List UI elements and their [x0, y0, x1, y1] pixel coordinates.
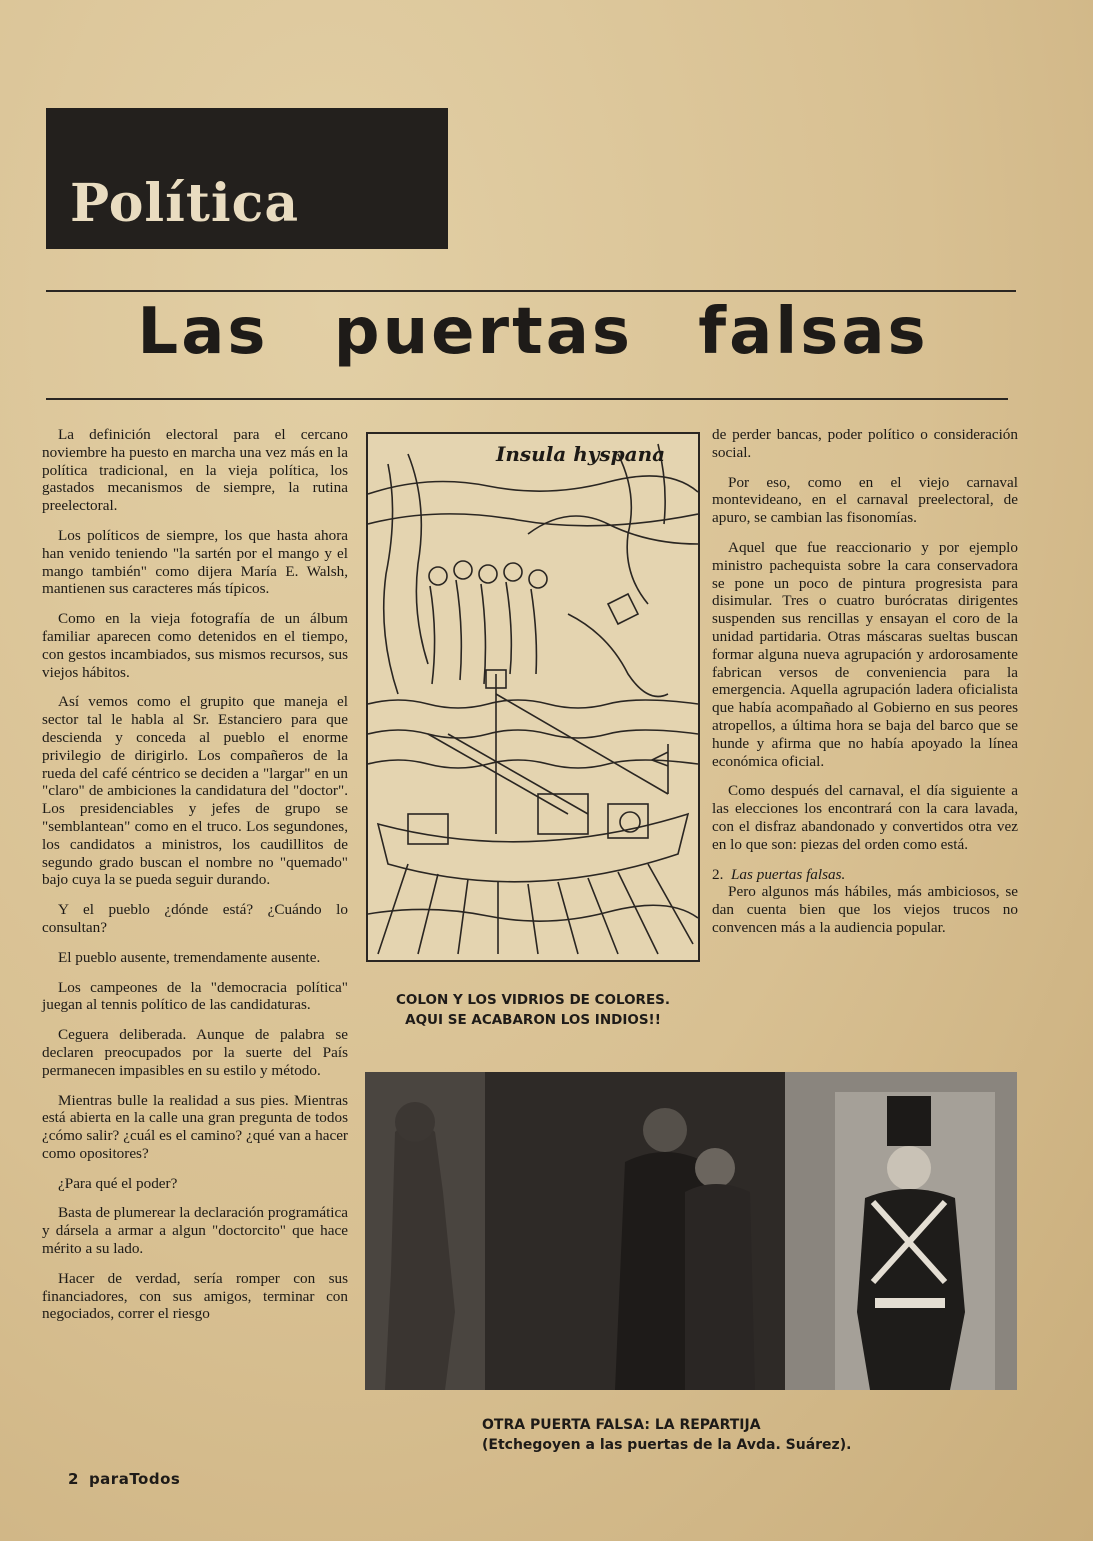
col1-paragraph: Ceguera deliberada. Aunque de palabra se declaren preocupados por la suerte del País permanecen impasibles en su estilo y método. [42, 1026, 348, 1079]
col1-paragraph: Mientras bulle la realidad a sus pies. Mientras está abierta en la calle una gran pregunta de todos ¿cómo salir? ¿cuál es el camino? ¿qué van a hacer como opositores? [42, 1091, 348, 1162]
col3-paragraph: Aquel que fue reaccionario y por ejemplo ministro pachequista sobre la cara conservadora se pone un poco de pintura progresista para disimular. Tres o cuatro burócratas dirigentes suspenden sus rencillas y ensayan el coro de la unidad partidaria. Otras máscaras sueltas buscan formar alguna nueva agrupación y ardorosamente fabrican versos de conveniencia para la emergencia. Aquella agrupación ladera oficialista que había acompañado al Gobierno en sus peores atropellos, a última hora se baja del barco que se hunde y afirma que no había apoyado la línea económica oficial. [712, 538, 1018, 770]
woodcut-illustration [366, 432, 700, 962]
section-banner [46, 108, 448, 249]
col1-paragraph: Los políticos de siempre, los que hasta ahora han venido teniendo "la sartén por el mango y el mango también" como dijera María E. Walsh, mantienen sus caracteres más típicos. [42, 526, 348, 598]
col1-paragraph: Hacer de verdad, sería romper con sus financiadores, con sus amigos, terminar con negociados, correr el riesgo [42, 1269, 348, 1323]
woodcut-caption-line-1: COLON Y LOS VIDRIOS DE COLORES. [395, 992, 671, 1008]
col3-continuation: de perder bancas, poder político o consideración social. [712, 426, 1018, 461]
photo-caption [482, 1415, 1002, 1455]
col3-paragraph: Como después del carnaval, el día siguiente a las elecciones los encontrará con la cara lavada, con el disfraz abandonado y convertidos otra vez en lo que son: piezas del orden como está. [712, 782, 1018, 853]
col1-paragraph: Los campeones de la "democracia política" juegan al tennis político de las candidaturas. [42, 978, 348, 1014]
page-footer [68, 1470, 180, 1488]
col1-paragraph: ¿Para qué el poder? [58, 1174, 178, 1192]
woodcut-ship-drawing [368, 434, 698, 960]
col3-paragraph: Por eso, como en el viejo carnaval montevideano, en el carnaval preelectoral, de apuro, se cambian las fisonomías. [712, 473, 1018, 527]
woodcut-caption [366, 990, 700, 1030]
subhead-text: Las puertas falsas. [730, 865, 846, 883]
bottom-rule [46, 398, 1008, 400]
photo-caption-line-2: (Etchegoyen a las puertas de la Avda. Suárez). [482, 1437, 852, 1453]
column-3 [712, 426, 1018, 937]
column-1 [42, 426, 348, 1323]
col1-paragraph: Basta de plumerear la declaración programática y dársela a armar a algun "doctorcito" que hace mérito a su lado. [42, 1204, 348, 1258]
subhead-number: 2. [712, 865, 724, 883]
col1-paragraph: El pueblo ausente, tremendamente ausente. [58, 948, 321, 966]
photo-caption-line-1: OTRA PUERTA FALSA: LA REPARTIJA [482, 1417, 761, 1433]
top-rule [46, 290, 1016, 292]
section-title: Política [70, 173, 300, 234]
col1-paragraph: Y el pueblo ¿dónde está? ¿Cuándo lo consultan? [42, 901, 348, 936]
woodcut-label: Insula hyspana [496, 442, 666, 466]
headline: Las puertas falsas [137, 295, 929, 369]
col1-paragraph: La definición electoral para el cercano noviembre ha puesto en marcha una vez más en la política tradicional, en la vieja política, los gastados mecanismos de siempre, la rutina preelectoral. [42, 426, 348, 515]
page-number: 2 [68, 1470, 79, 1488]
woodcut-caption-line-2: AQUI SE ACABARON LOS INDIOS!! [405, 1012, 661, 1028]
photo-halftone-image [365, 1072, 1017, 1390]
col3-final-paragraph: Pero algunos más hábiles, más ambiciosos, se dan cuenta bien que los viejos trucos no convencen más a la audiencia popular. [712, 883, 1018, 936]
col1-paragraph: Como en la vieja fotografía de un álbum familiar aparecen como detenidos en el tiempo, con gestos incambiados, sus mismos recursos, sus viejos hábitos. [42, 610, 348, 681]
col3-subhead [712, 866, 1018, 884]
col1-paragraph: Así vemos como el grupito que maneja el sector tal le habla al Sr. Estanciero para que descienda y conceda al pueblo el enorme privilegio de dirigirlo. Los compañeros de la rueda del café céntrico se deciden a "largar" en un "claro" de ambiciones la candidatura del "doctor". Los presidenciables y jefes de grupo se "semblantean" como en el truco. Los segundones, los candidatos a ministros, los caudillitos de segundo grado buscan el nombre no "quemado" bajo cuya la se pueda seguir durando. [42, 693, 348, 889]
photo-guard-door [365, 1072, 1017, 1390]
magazine-name: paraTodos [88, 1470, 181, 1488]
